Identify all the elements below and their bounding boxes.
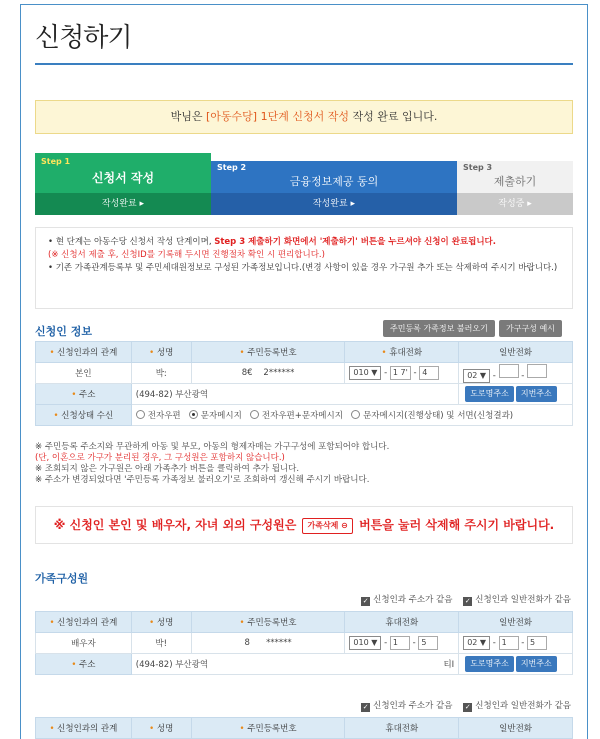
name-cell: 박: (131, 363, 191, 384)
road-address-button[interactable]: 도로명주소 (465, 386, 514, 402)
step-2[interactable] (211, 153, 457, 215)
family-checkbox-row-2 (361, 699, 571, 712)
phone-mid-input[interactable]: 1 (499, 636, 519, 650)
applicant-section-title: 신청인 정보 (35, 325, 92, 338)
step-2-number: Step 2 (217, 163, 247, 172)
lot-address-button[interactable]: 지번주소 (516, 386, 557, 402)
step-progress (35, 153, 573, 215)
phone-cell: 02 ▼ - 1 - 5 (459, 633, 573, 654)
address-label: • 주소 (36, 654, 132, 675)
step-3-number: Step 3 (463, 163, 493, 172)
phone-cell: 02 ▼ - - (459, 363, 573, 384)
completion-notice (35, 100, 573, 134)
receive-label: • 신청상태 수신 (36, 405, 132, 426)
info-line-1: • 현 단계는 아동수당 신청서 작성 단계이며, (48, 237, 215, 247)
address-value: (494-82) 부산광역 티I (131, 654, 458, 675)
notice-highlight: [아동수당] 1단계 신청서 작성 (206, 110, 349, 123)
info-box (35, 227, 573, 309)
check-icon: ✓ (362, 597, 369, 605)
notice-suffix: 작성 완료 입니다. (348, 110, 438, 123)
notice-name: 박 (170, 110, 182, 123)
household-example-button[interactable]: 가구구성 예시 (499, 320, 562, 337)
family-section-title: 가족구성원 (35, 572, 89, 585)
address-buttons (459, 654, 573, 675)
step-3[interactable] (457, 153, 573, 215)
notice-mid: 님은 (181, 110, 207, 123)
same-phone-checkbox[interactable]: ✓ 신청인과 일반전화가 같음 (464, 595, 571, 605)
application-frame (20, 4, 588, 739)
family-checkbox-row (361, 593, 571, 606)
relation-cell: 본인 (36, 363, 132, 384)
mobile-prefix-select[interactable]: 010 ▼ (349, 636, 381, 650)
step-2-name: 금융정보제공 동의 (289, 175, 379, 188)
check-icon: ✓ (464, 703, 471, 711)
phone-prefix-select[interactable]: 02 ▼ (463, 636, 490, 650)
road-address-button[interactable]: 도로명주소 (465, 656, 514, 672)
same-phone-checkbox[interactable]: ✓ 신청인과 일반전화가 같음 (464, 701, 571, 711)
header-mobile: • 휴대전화 (345, 342, 459, 363)
lot-address-button[interactable]: 지번주소 (516, 656, 557, 672)
mobile-last-input[interactable]: 5 (418, 636, 438, 650)
family-table: • 신청인과의 관계 • 성명 • 주민등록번호 휴대전화 일반전화 배우자 박! 8 ****** 010 ▼ - 1 - 5 02 ▼ - 1 - 5 • 주소 (494-82) 부산광역 티I 도로명주소 지번주소 (35, 611, 573, 675)
mobile-last-input[interactable]: 4 (419, 366, 439, 380)
phone-prefix-select[interactable]: 02 ▼ (463, 369, 490, 383)
note-3: ※ 조회되지 않은 가구원은 아래 가족추가 버튼을 클릭하여 추가 됩니다. (35, 464, 300, 474)
header-name: • 성명 (131, 342, 191, 363)
phone-last-input[interactable]: 5 (527, 636, 547, 650)
mobile-cell: 010 ▼ - 1 7' - 4 (345, 363, 459, 384)
receive-option-sms[interactable]: 문자메시지 (189, 411, 242, 421)
note-1: ※ 주민등록 주소지와 무관하게 아동 및 부모, 아동의 형제자매는 가구구성에 포함되어야 합니다. (35, 442, 390, 452)
receive-options (131, 405, 572, 426)
step-3-status: 작성중 ▸ (457, 193, 573, 215)
header-relation: • 신청인과의 관계 (36, 342, 132, 363)
table-row (36, 363, 573, 384)
header-rrn: • 주민등록번호 (191, 342, 345, 363)
address-label: • 주소 (36, 384, 132, 405)
receive-option-sms-mail[interactable]: 문자메시지(진행상태) 및 서면(신청결과) (351, 411, 513, 421)
check-icon: ✓ (464, 597, 471, 605)
step-1-status: 작성완료 ▸ (35, 193, 211, 215)
delete-member-warning: ※ 신청인 본인 및 배우자, 자녀 외의 구성원은 가족삭제 ⊖ 버튼을 눌러 삭제해 주시기 바랍니다. (35, 506, 573, 544)
step-3-name: 제출하기 (493, 175, 537, 188)
step-2-status: 작성완료 ▸ (211, 193, 457, 215)
title-divider (35, 63, 573, 65)
name-cell: 박! (131, 633, 191, 654)
note-2: (단, 이혼으로 가구가 분리된 경우, 그 구성원은 포함하지 않습니다.) (35, 453, 285, 463)
header-phone: 일반전화 (459, 342, 573, 363)
page-title: 신청하기 (35, 23, 132, 53)
same-address-checkbox[interactable]: ✓ 신청인과 주소가 같음 (362, 701, 453, 711)
receive-option-email[interactable]: 전자우편 (136, 411, 181, 421)
address-buttons (459, 384, 573, 405)
mobile-prefix-select[interactable]: 010 ▼ (349, 366, 381, 380)
receive-option-email-sms[interactable]: 전자우편+문자메시지 (250, 411, 343, 421)
mobile-mid-input[interactable]: 1 (390, 636, 410, 650)
note-4: ※ 주소가 변경되었다면 '주민등록 가족정보 불러오기'로 조회하여 갱신해 주시기 바랍니다. (35, 475, 370, 485)
step-1-name: 신청서 작성 (91, 171, 155, 185)
household-notes (35, 442, 573, 486)
family-table-2: • 신청인과의 관계 • 성명 • 주민등록번호 휴대전화 일반전화 (35, 717, 573, 739)
mobile-mid-input[interactable]: 1 7' (390, 366, 411, 380)
same-address-checkbox[interactable]: ✓ 신청인과 주소가 같음 (362, 595, 453, 605)
relation-cell: 배우자 (36, 633, 132, 654)
info-line-1-emphasis: Step 3 제출하기 화면에서 '제출하기' 버튼을 누르셔야 신청이 완료됩니다. (214, 237, 496, 247)
mobile-cell: 010 ▼ - 1 - 5 (345, 633, 459, 654)
check-icon: ✓ (362, 703, 369, 711)
info-line-3: • 기존 가족관계등록부 및 주민세대원정보로 구성된 가족정보입니다.(변경 사항이 있을 경우 가구원 추가 또는 삭제하여 주시기 바랍니다.) (48, 263, 558, 273)
step-1[interactable] (35, 153, 211, 215)
address-value: (494-82) 부산광역 (131, 384, 458, 405)
rrn-cell: 8 ****** (191, 633, 345, 654)
family-delete-button[interactable]: 가족삭제 ⊖ (302, 518, 352, 534)
step-1-number: Step 1 (41, 157, 71, 166)
info-line-2: (※ 신청서 제출 후, 신청ID를 기록해 두시면 진행절차 확인 시 편리합니다.) (48, 250, 325, 260)
rrn-cell: 8€ 2****** (191, 363, 345, 384)
table-row (36, 633, 573, 654)
applicant-table (35, 341, 573, 426)
phone-last-input[interactable] (527, 364, 547, 378)
phone-mid-input[interactable] (499, 364, 519, 378)
load-family-info-button[interactable]: 주민등록 가족정보 불러오기 (383, 320, 495, 337)
